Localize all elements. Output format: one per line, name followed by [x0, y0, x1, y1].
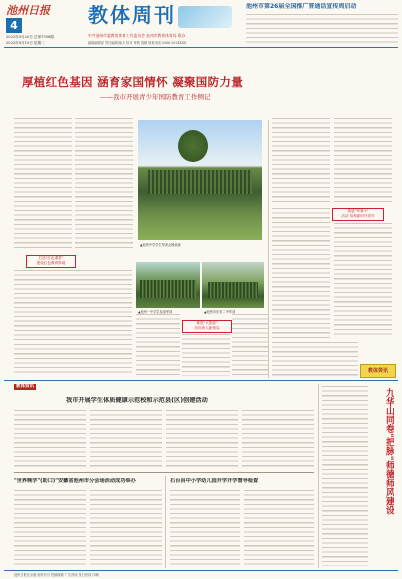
article-column-4b: [182, 334, 230, 376]
inset-heading-military-plus: 推进"军事+" 活动 培养新时代青年: [332, 208, 384, 221]
article-column-5: [272, 118, 330, 204]
news-title-2: "世界晚学"(助口)"安徽省池州市分会场活动成功举办: [14, 478, 136, 484]
top-right-headline: 池州市第26届全国推广普通话宣传周启动: [246, 3, 357, 10]
main-article-subtitle: ——我市开展青少年国防教育工作侧记: [100, 93, 211, 101]
news-1-col-1: [14, 410, 86, 468]
article-column-2: [75, 118, 133, 250]
footer-rule: [4, 570, 398, 571]
sidebar-text: [322, 386, 368, 566]
article-column-6b: [334, 223, 392, 338]
top-right-article-text: [246, 14, 398, 44]
main-article-title: 厚植红色基因 涵育家国情怀 凝聚国防力量: [22, 75, 244, 89]
photo-school-drill: [202, 262, 264, 308]
news-3-col-1: [170, 490, 240, 566]
news-1-col-2: [90, 410, 162, 468]
news-1-col-3: [166, 410, 238, 468]
masthead-decoration: [178, 6, 232, 28]
sidebar-divider: [318, 384, 319, 568]
article-column-1b: [14, 270, 132, 340]
photo-caption-3: ▲池州市东至二中军训: [204, 310, 236, 314]
brand-box: 教体资讯: [360, 364, 396, 378]
issue-line: 2023年9月20日 总第7956期: [6, 35, 54, 39]
inset-heading-red-classroom: 打造"红色课堂" 建设红色教育阵地: [26, 255, 76, 268]
photo-caption-2: ▲池州一中学生参加军训: [138, 310, 173, 314]
article-column-5b: [272, 208, 330, 338]
article-column-6: [334, 118, 392, 204]
news-title-1: 我市开展学生体质健康示范校和示范县(区)创建活动: [66, 397, 208, 404]
page-number-badge: 4: [6, 18, 22, 33]
column-divider: [268, 120, 269, 378]
news-1-col-4: [242, 410, 314, 468]
article-column-3: [136, 314, 180, 376]
news-divider: [14, 472, 314, 473]
photo-caption-1: ▲池州中学学生军训会操表演: [140, 243, 181, 247]
newspaper-logo: 池州日报: [6, 4, 50, 17]
article-column-1: [14, 118, 72, 250]
news-section-rule: [4, 380, 398, 381]
inset-heading-big-politics: 推进"大思政" 协同育人新格局: [182, 320, 232, 333]
date-line: 2023年9月19日 星期二: [6, 41, 45, 45]
news-section-tag: 教体资讯: [16, 384, 34, 389]
footer-text: 池州日报社出版 邮发代号 投稿邮箱 广告热线 发行热线 印刷: [14, 573, 99, 577]
editor-line: 融媒编辑部 责任编辑/童天 校对 审核 投稿 联系电话 0566-2024XXX: [88, 41, 187, 45]
masthead-rule: [4, 47, 398, 48]
section-title: 教体周刊: [88, 3, 176, 27]
photo-students-training: [136, 262, 200, 308]
photo-military-drill: [138, 120, 262, 240]
news-title-3: 石台县中小学幼儿园开学开学督导检查: [170, 478, 259, 484]
masthead: [0, 0, 402, 46]
sponsor-line: 中共池州市委教育体育工作委员会 池州市教育体育局 联办: [88, 33, 186, 38]
news-2-col-1: [14, 490, 86, 566]
article-column-7: [272, 342, 358, 376]
article-column-4: [232, 314, 268, 376]
vertical-headline: 九华山同卷"把脉"师德师风建设: [384, 388, 394, 515]
news-2-col-2: [90, 490, 162, 566]
news-col-divider: [165, 476, 166, 568]
article-column-1c: [14, 344, 132, 376]
news-3-col-2: [244, 490, 314, 566]
